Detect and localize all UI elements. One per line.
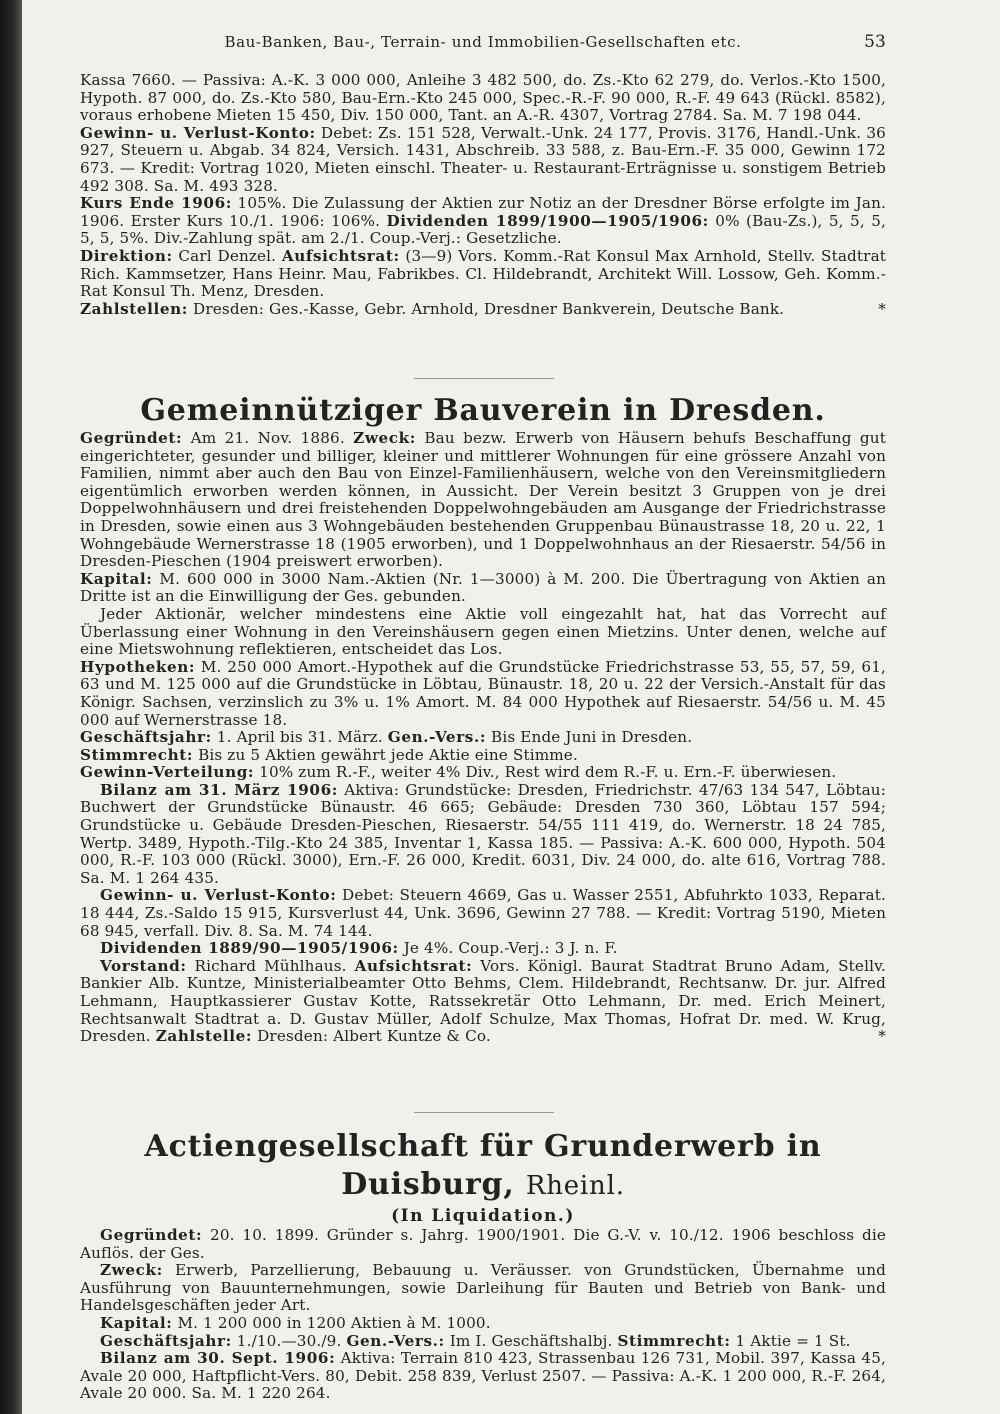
field-value: Im I. Geschäftshalbj. [449,1331,613,1350]
field-label: Zahlstellen: [80,299,189,318]
field-label: Aufsichtsrat: [281,246,400,265]
field-label: Gewinn- u. Verlust-Konto: [80,123,316,142]
field-label: Gen.-Vers.: [346,1331,445,1350]
dividenden-paragraph [80,940,886,958]
kapital-note-paragraph: Jeder Aktionär, welcher mindestens eine Aktie voll eingezahlt hat, hat das Vorrecht auf Überlassung einer Wohnung in den Vereinshäusern gegen einen Mietzins. Unter denen, welche auf eine Mietswohnung reflektieren, entscheidet das Los. [80,604,886,659]
section-subtitle: (In Liquidation.) [391,1206,575,1226]
hypotheken-paragraph [80,659,886,729]
geschaeftsjahr-paragraph [80,729,886,747]
running-head [80,34,886,56]
field-value: Bau bezw. Erwerb von Häusern behufs Beschaffung gut eingerichteter, gesunder und billiger, kleiner und mittlerer Wohnungen für eine grössere Anzahl von Familien, nimmt aber auch den Bau von Einzel-Familienhäusern, welche von den Vereinsmitgliedern eigentümlich erworben werden können, in Aussicht. Der Verein besitzt 3 Gruppen von je drei Doppelwohnhäusern und drei freistehenden Doppelwohngebäuden am Ausgange der Friedrichstrasse in Dresden, sowie einen aus 3 Wohngebäuden bestehenden Gruppenbau Bünaustrasse 18, 20 u. 22, 1 Wohngebäude Wernerstrasse 18 (1905 erworben), und 1 Doppelwohnhaus an der Riesaerstr. 54/56 in Dresden-Pieschen (1904 preiswert erworben). [80,429,886,571]
field-label: Gewinn- u. Verlust-Konto: [100,886,337,905]
section-divider [414,1112,554,1113]
field-value: Aktiva: Terrain 810 423, Strassenbau 126 731, Mobil. 397, Kassa 45, Avale 20 000, Haftpflicht-Vers. 80, Debit. 258 839, Verlust 2507. — Passiva: A.-K. 1 200 000, R.-F. 264, Avale 20 000. Sa. M. 1 220 264. [80,1349,887,1403]
field-value: Vors. Königl. Baurat Stadtrat Bruno Adam, Stellv. Bankier Alb. Kuntze, Ministerialbeamter Otto Behms, Clem. Hildebrandt, Rechtsanw. Dr. jur. Alfred Lehmann, Hauptkassierer Gustav Kotte, Ratssekretär Otto Lehmann, Dr. med. Erich Meinert, Rechtsanwalt Stadtrat a. D. Gustav Müller, Adolf Schulze, Max Thomas, Hofrat Dr. med. W. Krug, Dresden. [80,956,886,1046]
field-value: M. 1 200 000 in 1200 Aktien à M. 1000. [177,1313,491,1332]
field-value: M. 600 000 in 3000 Nam.-Aktien (Nr. 1—3000) à M. 200. Die Übertragung von Aktien an Dritte ist an die Einwilligung der Ges. gebunden. [80,569,886,606]
field-value: 20. 10. 1899. Gründer s. Jahrg. 1900/1901. Die G.-V. v. 10./12. 1906 beschloss die Auflös. der Ges. [80,1226,886,1262]
zweck-paragraph [80,1262,886,1315]
field-label: Hypotheken: [80,657,196,676]
field-label: Kapital: [80,569,153,588]
vorstand-paragraph [80,958,886,1046]
field-value: (3—9) Vors. Komm.-Rat Konsul Max Arnhold, Stellv. Stadtrat Rich. Kammsetzer, Hans Heinr. Mau, Fabrikbes. Cl. Hildebrandt, Architekt Will. Lossow, Geh. Komm.-Rat Konsul Th. Menz, Dresden. [80,246,887,301]
running-title: Bau-Banken, Bau-, Terrain- und Immobilien-Gesellschaften etc. [224,33,742,51]
field-label: Gegründet: [100,1226,203,1244]
field-value: Erwerb, Parzellierung, Bebauung u. Veräusser. von Grundstücken, Übernahme und Ausführung von Bauunternehmungen, sowie Darleihung für Bauten und Betrieb von Bank- und Handelsgeschäften jeder Art. [80,1261,886,1315]
section-title: Gemeinnütziger Bauverein in Dresden. [140,393,826,428]
field-label: Bilanz am 30. Sept. 1906: [100,1349,336,1368]
field-label: Geschäftsjahr: [80,728,212,747]
stimmrecht-paragraph [80,747,886,765]
bilanz-paragraph [80,782,886,888]
field-label: Aufsichtsrat: [354,956,473,975]
field-value: Debet: Steuern 4669, Gas u. Wasser 2551, Abfuhrkto 1033, Reparat. 18 444, Zs.-Saldo 15 915, Kursverlust 44, Unk. 3696, Gewinn 27 788. — Kredit: Vortrag 5190, Mieten 68 945, verfall. Div. 8. Sa. M. 74 144. [80,886,886,940]
field-value: Bis zu 5 Aktien gewährt jede Aktie eine Stimme. [198,745,578,764]
field-label: Vorstand: [100,956,187,975]
kapital-paragraph [80,571,886,606]
gegruendet-paragraph [80,1227,886,1262]
field-value: Richard Mühlhaus. [194,956,347,975]
field-label: Gewinn-Verteilung: [80,763,255,782]
field-label: Bilanz am 31. März 1906: [100,780,338,799]
kurs-paragraph [80,195,886,248]
section-title-main: Actiengesellschaft für Grunderwerb in Duisburg, [144,1129,822,1202]
field-value: Aktiva: Grundstücke: Dresden, Friedrichstr. 47/63 134 547, Löbtau: Buchwert der Grundstücke Bünaustr. 46 665; Gebäude: Dresden 730 360, Löbtau 157 594; Grundstücke u. Gebäude Dresden-Pieschen, Riesaerstr. 54/55 111 419, do. Wernerstr. 18 24 785, Wertp. 3489, Hypoth.-Tilg.-Kto 24 385, Inventar 1, Kassa 185. — Passiva: A.-K. 600 000, Hypoth. 504 000, R.-F. 103 000 (Rückl. 3000), Ern.-F. 26 000, Kredit. 6031, Div. 24 000, do. alte 616, Vortrag 788. Sa. M. 1 264 435. [80,780,886,887]
gewinn-verlust-paragraph [80,887,886,940]
field-label: Zweck: [100,1261,163,1280]
field-label: Zweck: [353,429,416,447]
end-mark: * [878,299,886,318]
field-label: Dividenden 1889/90—1905/1906: [100,939,399,958]
field-label: Gegründet: [80,429,183,447]
field-value: 0% (Bau-Zs.), 5, 5, 5, 5, 5, 5%. Div.-Zahlung spät. am 2./1. Coup.-Verj.: Gesetzliche. [80,211,886,248]
field-value: M. 250 000 Amort.-Hypothek auf die Grundstücke Friedrichstrasse 53, 55, 57, 59, 61, 63 und M. 125 000 auf die Grundstücke in Löbtau, Bünaustr. 18, 20 u. 22 der Versich.-Anstalt für das Königr. Sachsen, verzinslich zu 3% u. 1% Amort. M. 84 000 Hypothek auf Riesaerstr. 54/56 u. M. 45 000 auf Wernerstrasse 18. [80,657,886,729]
section-continuation [80,72,886,318]
field-value: 1 Aktie = 1 St. [735,1331,851,1350]
field-value: Dresden: Albert Kuntze & Co. [257,1027,491,1046]
zahlstellen-paragraph [80,301,886,319]
field-label: Dividenden 1899/1900—1905/1906: [386,211,709,230]
field-label: Zahlstelle: [155,1027,253,1046]
section-title [80,1128,886,1205]
field-value: Je 4%. Coup.-Verj.: 3 J. n. F. [403,939,618,958]
field-label: Gen.-Vers.: [387,728,487,747]
field-label: Kapital: [100,1313,173,1332]
bilanz-paragraph [80,1350,886,1403]
field-value: Carl Denzel. [178,246,277,265]
section-divider [414,378,554,379]
gewinn-verlust-paragraph [80,125,886,195]
gewinnverteilung-paragraph [80,764,886,782]
field-value: 1. April bis 31. März. [216,728,383,747]
scanned-page [22,0,1000,1414]
field-label: Kurs Ende 1906: [80,194,232,213]
field-value: Am 21. Nov. 1886. [190,429,345,447]
section-grunderwerb-duisburg [80,1128,886,1403]
field-value: 10% zum R.-F., weiter 4% Div., Rest wird dem R.-F. u. Ern.-F. überwiesen. [259,763,837,782]
gegruendet-zweck-paragraph [80,430,886,571]
field-value: 105%. Die Zulassung der Aktien zur Notiz an der Dresdner Börse erfolgte im Jan. 1906. Erster Kurs 10./1. 1906: 106%. [80,194,886,230]
field-value: Dresden: Ges.-Kasse, Gebr. Arnhold, Dresdner Bankverein, Deutsche Bank. [193,299,785,318]
section-title-place: Rheinl. [525,1171,625,1201]
kapital-paragraph [80,1315,886,1333]
field-label: Stimmrecht: [80,745,194,764]
direktion-paragraph [80,248,886,301]
section-bauverein [80,392,886,1046]
field-label: Direktion: [80,246,173,265]
field-label: Geschäftsjahr: [100,1331,232,1350]
field-value: Debet: Zs. 151 528, Verwalt.-Unk. 24 177, Provis. 3176, Handl.-Unk. 36 927, Steuern u. Abgab. 34 824, Versich. 1431, Abschreib. 33 588, z. Bau-Ern.-F. 35 000, Gewinn 172 673. — Kredit: Vortrag 1020, Mieten einschl. Theater- u. Restaurant-Erträgnisse u. sonstigem Betrieb 492 308. Sa. M. 493 328. [80,123,887,195]
field-value: Bis Ende Juni in Dresden. [491,728,693,747]
field-value: 1./10.—30./9. [236,1331,342,1350]
page-number: 53 [864,32,886,52]
book-binding-shadow [0,0,22,1414]
field-label: Stimmrecht: [617,1331,731,1350]
balance-passiva-paragraph: Kassa 7660. — Passiva: A.-K. 3 000 000, Anleihe 3 482 500, do. Zs.-Kto 62 279, do. Verlos.-Kto 1500, Hypoth. 87 000, do. Zs.-Kto 580, Bau-Ern.-Kto 245 000, Spec.-R.-F. 90 000, R.-F. 49 643 (Rückl. 8582), voraus erhobene Mieten 15 450, Div. 150 000, Tant. an A.-R. 4307, Vortrag 2784. Sa. M. 7 198 044. [80,71,886,125]
geschaeftsjahr-paragraph [80,1333,886,1351]
end-mark: * [878,1027,886,1046]
